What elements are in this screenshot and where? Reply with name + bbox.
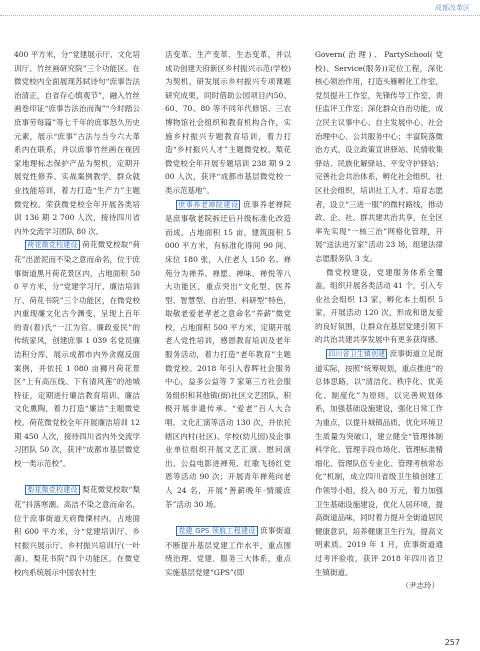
column-1 [14, 48, 140, 580]
section-tag: 成都改革区 [435, 4, 470, 12]
section-heading: 荷花微党校建设 [27, 241, 78, 250]
section-paragraph [315, 347, 443, 579]
header-divider [0, 15, 480, 16]
page-number: 257 [444, 638, 460, 647]
section-paragraph [14, 238, 140, 470]
paragraph-body: 庶事街道立足街道实际，按照“统筹规划，重点推进”的总体思路，以“清洁化、秩序化、优美化、制度化”为原则，以完善规划体系，加强基础设施建设，强化日常工作为重点，以提升城镇品质、优化环境卫生质量为突破口，建立健全“管理体制科学化、管理手段市场化、管理标准精细化、管理队伍专业化、管理考核常态化”机制，成立四川省级卫生镇创建工作领导小组，投入 80 万元，着力加强卫生基础设施建设，优化人居环境，提高街道品味，同时着力提升全街道居民健康意识，培养健康卫生行为，提高文明素质。2019 年 1 月，庶事街道通过考评验收，获评 2018 年四川省卫生镇街道。 [315, 349, 444, 577]
paragraph: Govern(治理)、PartySchool(党校)、Service(服务))定位工程，深化核心领治作用，打造头雁孵化工作室，党员提升工作室，先锋传导工作室，责任监评工作室；深化群众自治功能，成立民主议事中心、自主发展中心、社会治理中心、公共服务中心；丰富院落微治方式，设立政策宣讲驿站、民情收集驿站、民族化解驿站、平安守护驿站；完善社会共治体系，孵化社会组织、社区社会组织，培训社工人才、培育志愿者，设立“三进一服”的微村路线，推动政、企、社、群共建共治共享，在全区率先实现“一核三治”网格化管理，开展“送法进万家”活动 23 场，组建法律志愿服务队 3 支。 [315, 50, 443, 263]
section-paragraph [14, 483, 140, 579]
paragraph-body: 庶事街道不断提升基层党建工作水平，重点围绕治理、党建、服务三大体系，重点实施基层党建“GPS”(即 [165, 526, 292, 577]
section-paragraph [165, 198, 291, 512]
column-2 [165, 48, 291, 580]
column-3 [315, 48, 443, 593]
paragraph-body: 荷花微党校取“荷花”出淤泥而不染之意而命名，位于庶事街道黑月荷花景区内，占地面积 500 平方米，分“党建学习厅、廉洁培训厅、荷花书院”三个功能区，在微党校内重现廉文化古今渊变，呈现上百年的青(着)氏“一江为官、廉政爱民”的传统家风，创建庶事 1 039 名党员廉洁积分库，展示成都市内外贪腐反面案例，并依托 1 080 亩狮月荷花景区“上有高压线、下有清风莲”的池城特征，定期进行廉洁教育培训、廉洁文化熏陶，着力打造“廉洁”主题微党校。荷花微党校全年开展廉洁培训 12 期 450 人次，接待四川省内外交流学习团队 50 次，获评“成都市基层微党校一类示范校”。 [14, 240, 141, 468]
paragraph: 活变革、生产变革、生态变革，并以成功创建天府新区乡村振兴示范(学校)为契机，研发展示乡村振兴专项课题研究成果，同时借助公园项目内50、60、70、80 等不同年代修馆、三农博物馆社会组织和教育机构合作，实施乡村振兴专题教育培训，着力打造“乡村振兴人才”主题微党校。梨花微党校全年开展专题培训 238 期 9 200 人次，获评“成都市基层微党校一类示范基地”。 [165, 50, 291, 195]
section-heading: 四川省卫生镇创建 [328, 350, 386, 359]
section-heading: 党建 GPS 领航工程建设 [178, 527, 256, 536]
paragraph: 微党校建设，党建服务体系全覆盖，组织开展各类活动 41 个，引入专业社会组织 13 家，孵化本土组织 5 家，开展活动 120 次，形成和谐友爱的良好氛围，让群众在基层党建引领下的共治共建共享发展中有更多获得感。 [315, 267, 443, 345]
section-paragraph [165, 524, 291, 579]
section-heading: 庶事养老禅院建设 [178, 200, 239, 209]
paragraph-body: 庶事养老禅院是庶事敬老院拆迁后升级标准化改造而成，占地面积 15 亩，建筑面积 5 000 平方米，有标准化得间 90 间、床位 180 张，入住老人 150 名。禅苑分为禅养、禅愿、禅味、禅悦等八大功能区，重点突出“文化型、医养型、智慧型、自治型、科研型”特色，取敬老爱老孝老之意命名“养薪”微党校，占地面积 500 平方米，定期开展老人党性培训，感恩教育培训及老年服务活动，着力打造“老年教育”主题微党校。2018 年引入春晖社会服务中心，益多公益等 7 家第三方社会服务组织和其他镇(街)社区文艺团队，积极开展非遗传承、“爱老”百人大合唱、文化汇演等活动 130 次，并依托辖区内村(社区)、学校(幼儿园)及企事业单位组织开展文艺汇演、慰问演出、公益电影进禅苑、红歌飞扬红党恩等活动 90 次；开展青年禅苑向老人 24 名，开展“善薪晚年·情暖庶茶”活动 30 场。 [165, 199, 292, 509]
paragraph: 400 平方米，分“党建展示厅、文化培训厅、竹丝画研究院”三个功能区。在微党校内全面展现苏轼诗句“庶事告法治清正，自省存心慎观节”，融入竹丝画卷印证“庶事告法治而淘”“今时踏公庶事劳每篇”等七千年的庶事怒久历史元素，展示“庶事”古法与当今六大革系内在联系，并以庶事竹丝画在视因家地理标志保护产品为契机，定期开展党性修养、实战案例教学，群众就业技能培训，着力打造“生产力”主题微党校。荣获微党校全年开展各类培训 136 期 2 700 人次，接待四川省内外交流学习团队 80 次。 [14, 50, 140, 236]
author-credit: （尹志玲） [401, 581, 439, 591]
paragraph-body: 梨花微党校取“梨花”抖落寒潮、高洁不染之意而命名，位于庶事街道天府微傈村内，占地面积 600 平方米，分“党建培训厅、乡村振兴展示厅、乡村振兴培训厅(一叶斋)、梨花书院”四个功能区，在微党校内系统展示中国农村生 [14, 485, 141, 577]
section-heading: 梨花微党校建设 [27, 486, 78, 495]
